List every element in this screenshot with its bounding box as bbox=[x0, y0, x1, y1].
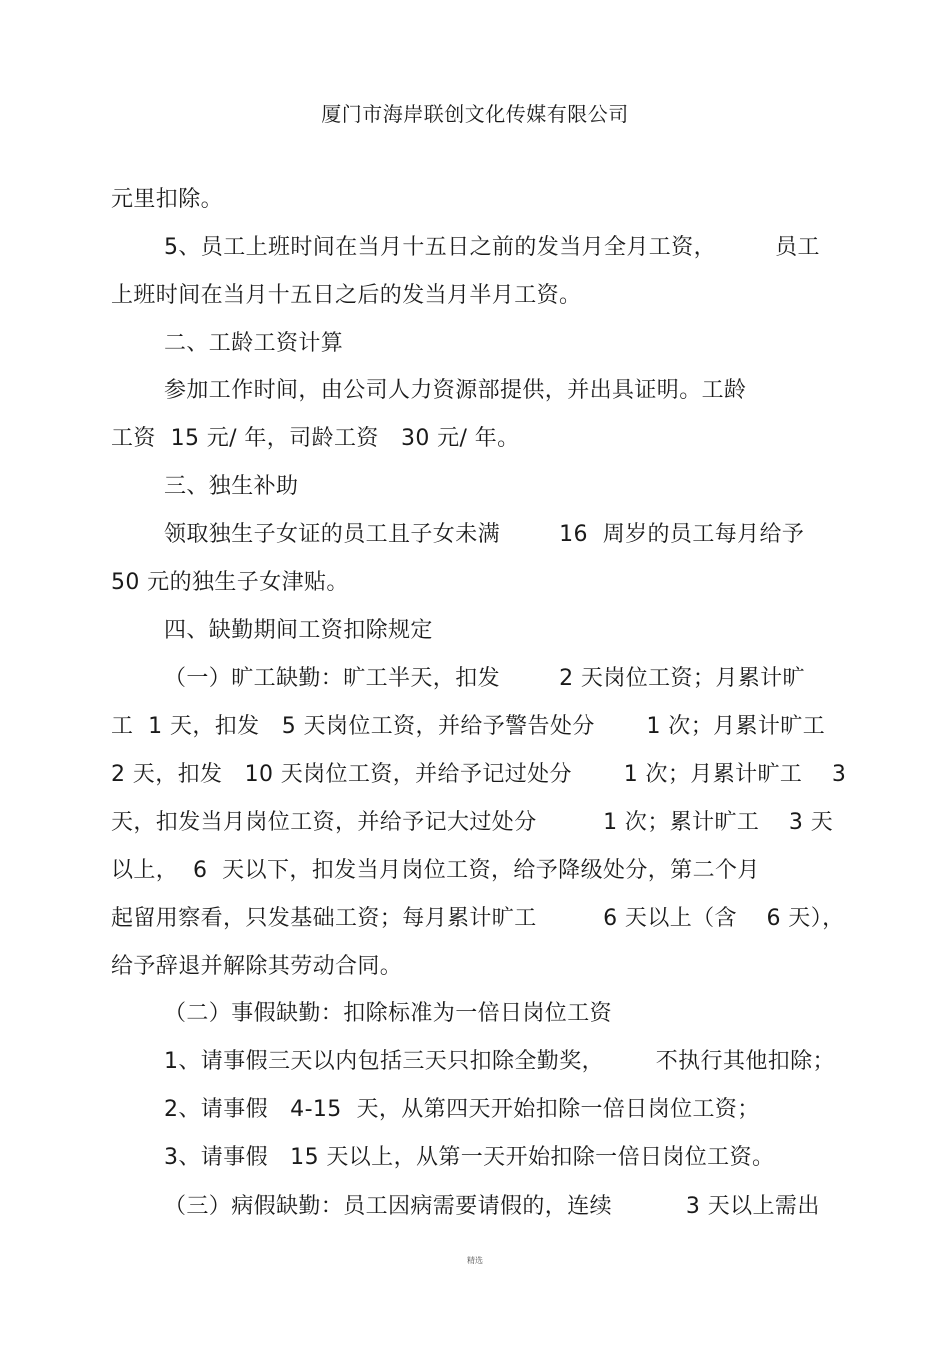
text-line: 给予辞退并解除其劳动合同。 bbox=[111, 954, 403, 979]
text-line: 3、请事假 15 天以上，从第一天开始扣除一倍日岗位工资。 bbox=[164, 1145, 775, 1170]
page-header: 厦门市海岸联创文化传媒有限公司 bbox=[321, 102, 629, 126]
text-line: 天，扣发当月岗位工资，并给予记大过处分 1 次；累计旷工 3 天 bbox=[111, 810, 834, 835]
text-line: 1、请事假三天以内包括三天只扣除全勤奖， 不执行其他扣除； bbox=[164, 1049, 835, 1074]
text-line: 以上， 6 天以下，扣发当月岗位工资，给予降级处分，第二个月 bbox=[111, 858, 760, 883]
text-line: 领取独生子女证的员工且子女未满 16 周岁的员工每月给予 bbox=[164, 522, 805, 547]
text-line: 5、员工上班时间在当月十五日之前的发当月全月工资， 员工 bbox=[164, 235, 820, 260]
text-line: 50 元的独生子女津贴。 bbox=[111, 570, 349, 595]
text-line: （一）旷工缺勤：旷工半天，扣发 2 天岗位工资；月累计旷 bbox=[164, 666, 805, 691]
section-heading: 二、工龄工资计算 bbox=[164, 331, 344, 356]
footer-mark: 精选 bbox=[467, 1256, 483, 1265]
section-heading: 三、独生补助 bbox=[164, 474, 299, 499]
text-line: 2 天，扣发 10 天岗位工资，并给予记过处分 1 次；月累计旷工 3 bbox=[111, 762, 847, 787]
text-line: 上班时间在当月十五日之后的发当月半月工资。 bbox=[111, 283, 582, 308]
text-line: （二）事假缺勤：扣除标准为一倍日岗位工资 bbox=[164, 1001, 613, 1026]
text-line: （三）病假缺勤：员工因病需要请假的，连续 3 天以上需出 bbox=[164, 1194, 820, 1219]
text-line: 工 1 天，扣发 5 天岗位工资，并给予警告处分 1 次；月累计旷工 bbox=[111, 714, 826, 739]
text-line: 参加工作时间，由公司人力资源部提供，并出具证明。工龄 bbox=[164, 378, 747, 403]
text-line: 2、请事假 4-15 天，从第四天开始扣除一倍日岗位工资； bbox=[164, 1097, 760, 1122]
section-heading: 四、缺勤期间工资扣除规定 bbox=[164, 618, 433, 643]
text-line: 工资 15 元/ 年，司龄工资 30 元/ 年。 bbox=[111, 426, 520, 451]
text-line: 起留用察看，只发基础工资；每月累计旷工 6 天以上（含 6 天）， bbox=[111, 906, 845, 931]
text-line: 元里扣除。 bbox=[111, 187, 224, 212]
